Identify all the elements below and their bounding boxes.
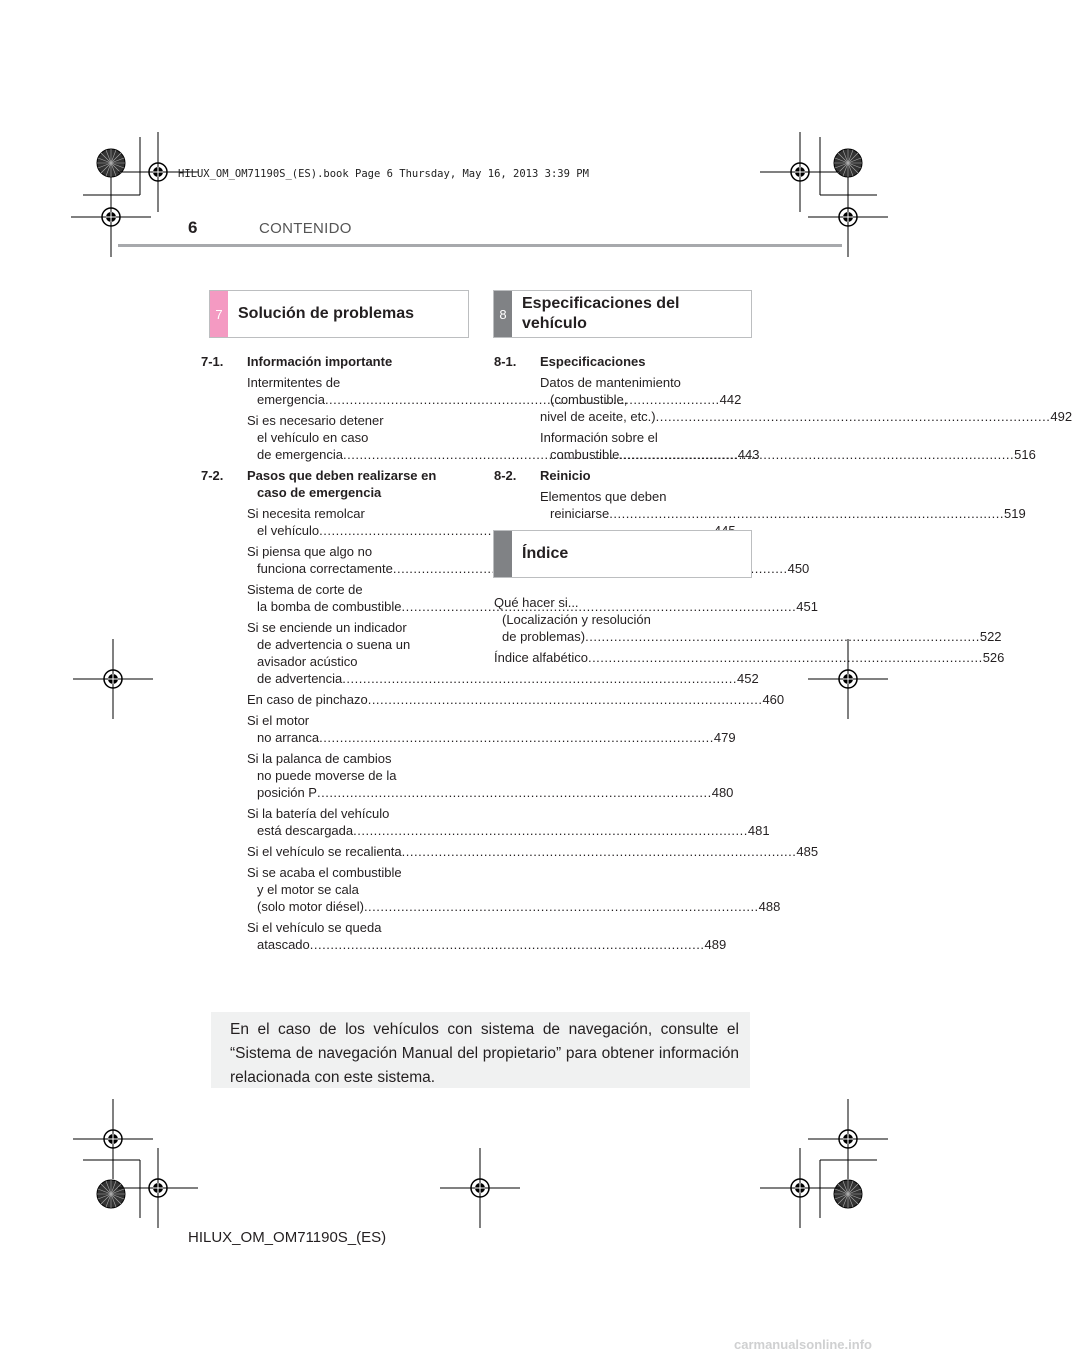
chapter-title: Pasos que deben realizarse en [247, 468, 437, 483]
entry-text: Si el vehículo se recalienta [247, 844, 402, 859]
entry-page: 443 [737, 447, 760, 462]
entry-text: la bomba de combustible [257, 599, 402, 614]
entry-page: 489 [704, 937, 727, 952]
entry-page: 485 [796, 844, 819, 859]
chapter-8-2[interactable] [494, 467, 741, 484]
entry-page: 450 [787, 561, 810, 576]
chapter-title: Reinicio [540, 468, 591, 483]
entry-page: 488 [758, 899, 781, 914]
index-section-title: Índice [522, 545, 569, 562]
chapter-number: 7-2. [201, 468, 224, 483]
chapter-number: 8-2. [494, 468, 517, 483]
entry-text: Si el motor [247, 713, 310, 728]
chapter-7-2[interactable] [201, 467, 457, 501]
entry-text: atascado [257, 937, 310, 952]
section-8-title: Especificaciones del vehículo [522, 295, 680, 332]
entry-page: 519 [1003, 506, 1026, 521]
toc-entry[interactable] [201, 919, 727, 953]
header-divider [118, 244, 842, 247]
entry-text: combustible [550, 447, 620, 462]
entry-text: Si la palanca de cambios [247, 751, 392, 766]
page-header-title: CONTENIDO [259, 220, 352, 237]
navigation-note-box [211, 1012, 750, 1088]
entry-text: está descargada [257, 823, 354, 838]
entry-text: Intermitentes de [247, 375, 341, 390]
watermark: carmanualsonline.info [734, 1337, 872, 1352]
registration-star-bottom-left [97, 1180, 125, 1208]
toc-entry[interactable] [201, 691, 785, 708]
registration-star-bottom-right [834, 1180, 862, 1208]
entry-text: no puede moverse de la [257, 768, 397, 783]
entry-text: Si el vehículo se queda [247, 920, 382, 935]
entry-text: Si se acaba el combustible [247, 865, 402, 880]
chapter-number: 8-1. [494, 354, 517, 369]
entry-text: y el motor se cala [257, 882, 359, 897]
entry-text: Si piensa que algo no [247, 544, 373, 559]
navigation-note-text: En el caso de los vehículos con sistema de navegación, consulte el “Sistema de navegación Manual del propietario” para obtener información relacionada con este sistema. [230, 1021, 739, 1086]
registration-star-top-right [834, 149, 862, 177]
chapter-title: Especificaciones [540, 354, 646, 369]
entry-text: (solo motor diésel) [257, 899, 364, 914]
toc-entry[interactable] [201, 805, 770, 839]
chapter-number: 7-1. [201, 354, 224, 369]
index-section-header [493, 530, 752, 578]
entry-page: 522 [979, 629, 1002, 644]
entry-page: 452 [737, 671, 759, 686]
toc-entry[interactable] [494, 374, 1072, 425]
entry-text: de problemas) [502, 629, 586, 644]
entry-text: reiniciarse [550, 506, 610, 521]
section-8-header [493, 290, 752, 338]
entry-text: funciona correctamente [257, 561, 393, 576]
entry-page: 442 [719, 392, 742, 407]
entry-text: emergencia [257, 392, 325, 407]
entry-text: Si es necesario detener [247, 413, 384, 428]
entry-text: Si la batería del vehículo [247, 806, 390, 821]
entry-text: Información sobre el [540, 430, 658, 445]
index-section-tab [494, 531, 512, 577]
section-7-title: Solución de problemas [238, 305, 415, 322]
entry-text: no arranca [257, 730, 320, 745]
entry-page: 479 [713, 730, 736, 745]
page-number: 6 [188, 218, 198, 237]
entry-page: 516 [1014, 447, 1036, 462]
entry-text: avisador acústico [257, 654, 358, 669]
entry-text: el vehículo en caso [257, 430, 369, 445]
section-7-tab: 7 [210, 291, 228, 337]
entry-text: Si se enciende un indicador [247, 620, 407, 635]
entry-text: posición P [257, 785, 317, 800]
document-code-footer: HILUX_OM_OM71190S_(ES) [188, 1229, 387, 1246]
toc-entry[interactable] [201, 712, 736, 746]
entry-page: 451 [796, 599, 818, 614]
entry-page: 480 [711, 785, 734, 800]
toc-entry[interactable] [201, 864, 781, 915]
entry-page: 526 [982, 650, 1005, 665]
entry-page: 481 [747, 823, 770, 838]
index-entry[interactable] [494, 649, 1005, 666]
entry-text: (Localización y resolución [502, 612, 651, 627]
print-info-line: HILUX_OM_OM71190S_(ES).book Page 6 Thursday, May 16, 2013 3:39 PM [178, 168, 589, 180]
chapter-title: Información importante [247, 354, 393, 369]
registration-star-top-left [97, 149, 125, 177]
entry-page: 460 [762, 692, 785, 707]
entry-text: de advertencia o suena un [257, 637, 411, 652]
entry-text: Qué hacer si... [494, 595, 579, 610]
chapter-8-1[interactable] [494, 353, 741, 370]
section-7-header [209, 290, 469, 338]
entry-text: el vehículo [257, 523, 320, 538]
toc-entry[interactable] [201, 750, 734, 801]
entry-text: Datos de mantenimiento [540, 375, 681, 390]
section-8-tab: 8 [494, 291, 512, 337]
entry-text: En caso de pinchazo [247, 692, 368, 707]
entry-text: Elementos que deben [540, 489, 667, 504]
entry-text: de emergencia [257, 447, 343, 462]
toc-entry[interactable] [201, 505, 457, 539]
entry-text: de advertencia [257, 671, 343, 686]
entry-page: 492 [1050, 409, 1072, 424]
toc-entry[interactable] [201, 843, 819, 860]
chapter-title-cont: caso de emergencia [257, 485, 382, 500]
chapter-7-1[interactable] [201, 353, 457, 370]
toc-entry[interactable] [494, 488, 1026, 522]
entry-text: Si necesita remolcar [247, 506, 365, 521]
entry-text: nivel de aceite, etc.) [540, 409, 656, 424]
entry-text: Sistema de corte de [247, 582, 363, 597]
entry-text: (combustible, [550, 392, 628, 407]
entry-text: Índice alfabético [494, 650, 588, 665]
